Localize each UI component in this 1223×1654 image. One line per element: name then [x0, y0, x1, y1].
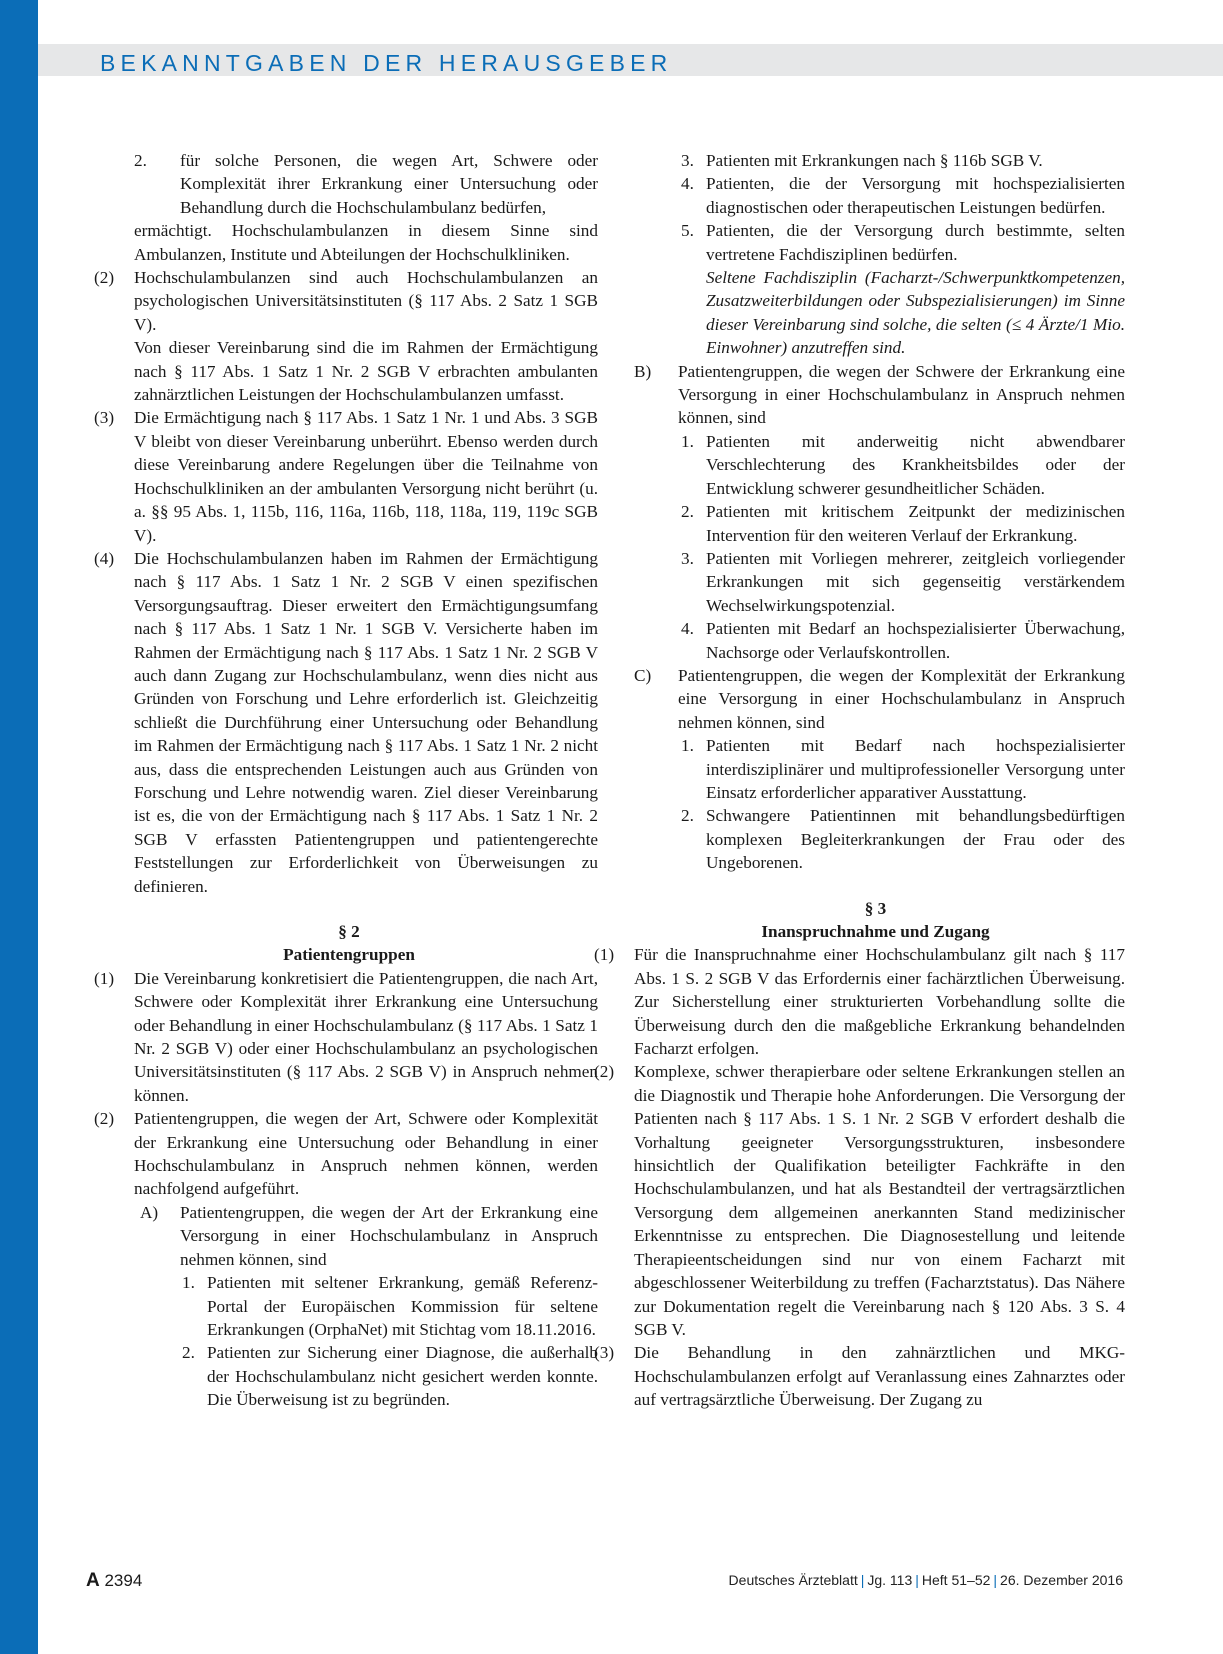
numbered-paragraph — [94, 547, 598, 898]
list-item — [626, 360, 1125, 430]
paragraph-marker: (1) — [94, 968, 115, 988]
list-item — [626, 430, 1125, 500]
item-marker: C) — [634, 665, 652, 685]
paragraph-marker: (4) — [94, 548, 115, 568]
numbered-paragraph — [94, 1107, 598, 1201]
item-marker: 1. — [182, 1273, 195, 1293]
section-title: Inanspruchnahme und Zugang — [761, 922, 990, 941]
item-marker: 2. — [134, 151, 147, 170]
numbered-paragraph — [594, 943, 1125, 1060]
numbered-paragraph — [94, 266, 598, 336]
item-marker: 2. — [681, 806, 694, 826]
item-marker: A) — [140, 1202, 159, 1222]
item-text: Patientengruppen, die wegen der Art der Erkrankung eine Versorgung in einer Hochschulambulanz in Anspruch nehmen können, sind — [180, 1202, 598, 1269]
paragraph-marker: (3) — [94, 408, 115, 428]
paragraph-marker: (2) — [94, 1109, 115, 1129]
paragraph: Von dieser Vereinbarung sind die im Rahmen der Ermächtigung nach § 117 Abs. 1 Satz 1 Nr. 2 SGB V erbrachten ambulanten zahnärztlichen Leistungen der Hochschulambulanzen umfasst. — [134, 338, 598, 405]
item-text: Patienten mit Vorliegen mehrerer, zeitgleich vorliegender Erkrankungen mit sich gegenseitig verstärkendem Wechselwirkungspotenzial. — [706, 548, 1125, 615]
journal-issue: Heft 51–52 — [921, 1572, 991, 1588]
list-item — [626, 172, 1125, 219]
paragraph: ermächtigt. Hochschulambulanzen in diesem Sinne sind Ambulanzen, Institute und Abteilungen der Hochschulkliniken. — [134, 221, 598, 264]
right-column — [594, 149, 1125, 1412]
item-marker: 4. — [681, 174, 694, 194]
item-text: Patienten, die der Versorgung durch bestimmte, selten vertretene Fachdisziplinen bedürfen. — [706, 221, 1125, 264]
page-number-value: 2394 — [104, 1571, 143, 1590]
page-header-title: BEKANNTGABEN DER HERAUSGEBER — [100, 50, 673, 76]
paragraph-marker: (3) — [594, 1343, 615, 1363]
list-item — [626, 804, 1125, 874]
item-marker: B) — [634, 361, 652, 381]
paragraph-text: Patientengruppen, die wegen der Art, Schwere oder Komplexität der Erkrankung eine Untersuchung oder Behandlung in einer Hochschulambulanz in Anspruch nehmen können, werden nachfolgend aufgeführt. — [134, 1109, 598, 1199]
list-item — [626, 149, 1125, 172]
item-text: für solche Personen, die wegen Art, Schwere oder Komplexität ihrer Erkrankung einer Untersuchung oder Behandlung durch die Hochschulambulanz bedürfen, — [180, 151, 598, 217]
paragraph-marker: (2) — [594, 1062, 615, 1082]
item-text: Patientengruppen, die wegen der Komplexität der Erkrankung eine Versorgung in einer Hochschulambulanz in Anspruch nehmen können, sind — [678, 665, 1125, 732]
item-marker: 5. — [681, 221, 694, 241]
item-marker: 2. — [182, 1343, 195, 1363]
item-text: Schwangere Patientinnen mit behandlungsbedürftigen komplexen Begleiterkrankungen der Frau oder des Ungeborenen. — [706, 806, 1125, 873]
paragraph-text: Die Behandlung in den zahnärztlichen und MKG-Hochschulambulanzen erfolgt auf Veranlassung eines Zahnarztes oder auf vertragsärztliche Überweisung. Der Zugang zu — [634, 1343, 1125, 1410]
item-text: Patienten mit Erkrankungen nach § 116b SGB V. — [706, 151, 1043, 170]
list-item — [100, 1201, 598, 1271]
item-text: Patienten mit seltener Erkrankung, gemäß Referenz-Portal der Europäischen Kommission für seltene Erkrankungen (OrphaNet) mit Stichtag vom 18.11.2016. — [207, 1273, 598, 1339]
item-text: Patienten mit kritischem Zeitpunkt der medizinischen Intervention für den weiteren Verlauf der Erkrankung. — [706, 502, 1125, 545]
paragraph-text: Die Vereinbarung konkretisiert die Patientengruppen, die nach Art, Schwere oder Komplexität ihrer Erkrankung eine Untersuchung oder Behandlung in einer Hochschulambulanz (§ 117 Abs. 1 Satz 1 Nr. 2 SGB V) oder einer Hochschulambulanz an psychologischen Universitätsinstituten (§ 117 Abs. 2 SGB V) in Anspruch nehmen können. — [134, 968, 598, 1105]
list-item — [626, 547, 1125, 617]
item-text: Patienten, die der Versorgung mit hochspezialisierten diagnostischen oder therapeutischen Leistungen bedürfen. — [706, 174, 1125, 217]
item-text: Patienten mit Bedarf nach hochspezialisierter interdisziplinärer und multiprofessioneller Versorgung unter Einsatz erforderlicher apparativer Ausstattung. — [706, 736, 1125, 802]
paragraph-text: Die Hochschulambulanzen haben im Rahmen der Ermächtigung nach § 117 Abs. 1 Satz 1 Nr. 2 SGB V einen spezifischen Versorgungsauftrag. Dieser erweitert den Ermächtigungsumfang nach § 117 Abs. 1 Satz 1 Nr. 1 SGB V. Versicherte haben im Rahmen der Ermächtigung nach § 117 Abs. 1 Satz 1 Nr. 2 SGB V auch dann Zugang zur Hochschulambulanz, wenn dies nicht aus Gründen von Forschung und Lehre erforderlich ist. Gleichzeitig schließt die Durchführung einer Untersuchung oder Behandlung im Rahmen der Ermächtigung nach § 117 Abs. 1 Satz 1 Nr. 2 nicht aus, dass die entsprechenden Leistungen auch aus Gründen von Forschung und Lehre notwendig waren. Ziel dieser Vereinbarung ist es, die von der Ermächtigung nach § 117 Abs. 1 Satz 1 Nr. 2 SGB V erfassten Patientengruppen und patientengerechte Feststellungen zur Erforderlichkeit von Überweisungen zu definieren. — [134, 548, 598, 896]
paragraph-marker: (1) — [594, 945, 615, 965]
numbered-paragraph — [94, 406, 598, 546]
item-marker: 4. — [681, 619, 694, 639]
numbered-paragraph — [94, 967, 598, 1107]
item-marker: 1. — [681, 736, 694, 756]
item-text: Patienten zur Sicherung einer Diagnose, die außerhalb der Hochschulambulanz nicht gesichert werden konnte. Die Überweisung ist zu begründen. — [207, 1343, 598, 1410]
paragraph-text: Komplexe, schwer therapierbare oder seltene Erkrankungen stellen an die Diagnostik und Therapie hohe Anforderungen. Die Versorgung der Patienten nach § 117 Abs. 1 S. 1 Nr. 2 SGB V erfordert deshalb die Vorhaltung geeigneter Versorgungsstrukturen, insbesondere hinsichtlich der Qualifikation beteiligter Fachkräfte in den Hochschulambulanzen, und hat als Bestandteil der vertragsärztlichen Versorgung dem allgemeinen anerkannten Stand medizinischer Erkenntnisse zu entsprechen. Die Diagnosestellung und leitende Therapieentscheidungen sind nur von einem Facharzt mit abgeschlossener Weiterbildung zu treffen (Facharztstatus). Das Nähere zur Dokumentation regelt die Vereinbarung nach § 120 Abs. 3 S. 4 SGB V. — [634, 1062, 1125, 1339]
list-item — [626, 617, 1125, 664]
paragraph-text: Hochschulambulanzen sind auch Hochschulambulanzen an psychologischen Universitätsinstituten (§ 117 Abs. 2 Satz 1 SGB V). — [134, 268, 598, 334]
section-number: § 3 — [864, 898, 887, 918]
journal-name: Deutsches Ärzteblatt — [728, 1572, 858, 1588]
item-text: Patienten mit Bedarf an hochspezialisierter Überwachung, Nachsorge oder Verlaufskontrollen. — [706, 619, 1125, 662]
numbered-paragraph — [594, 1060, 1125, 1341]
section-number: § 2 — [338, 922, 360, 941]
list-item — [626, 734, 1125, 804]
list-item — [100, 149, 598, 219]
item-text: Patienten mit anderweitig nicht abwendbarer Verschlechterung des Krankheitsbildes oder der Entwicklung schwerer gesundheitlicher Schäden. — [706, 431, 1125, 498]
item-marker: 3. — [681, 151, 694, 170]
item-marker: 1. — [681, 431, 694, 451]
item-text: Patientengruppen, die wegen der Schwere der Erkrankung eine Versorgung in einer Hochschulambulanz in Anspruch nehmen können, sind — [678, 361, 1125, 428]
list-item — [626, 500, 1125, 547]
list-item — [626, 219, 1125, 266]
paragraph-text: Für die Inanspruchnahme einer Hochschulambulanz gilt nach § 117 Abs. 1 S. 2 SGB V das Erfordernis einer fachärztlichen Überweisung. Zur Sicherstellung einer strukturierten Vorbehandlung sollte die Überweisung durch den die maßgebliche Erkrankung behandelnden Facharzt erfolgen. — [634, 945, 1125, 1059]
page-number — [86, 1570, 142, 1592]
item-marker: 3. — [681, 548, 694, 568]
side-color-bar — [0, 0, 38, 1654]
list-item — [100, 1271, 598, 1341]
list-item — [100, 1341, 598, 1411]
page-prefix: A — [86, 1570, 100, 1591]
paragraph-text: Die Ermächtigung nach § 117 Abs. 1 Satz 1 Nr. 1 und Abs. 3 SGB V bleibt von dieser Vereinbarung unberührt. Ebenso werden durch diese Vereinbarung andere Regelungen über die Teilnahme von Hochschulkliniken an der ambulanten Versorgung nicht berührt (u. a. §§ 95 Abs. 1, 115b, 116, 116a, 116b, 118, 118a, 119, 119c SGB V). — [134, 408, 598, 545]
list-item — [626, 664, 1125, 734]
section-title: Patientengruppen — [283, 945, 415, 965]
left-column — [94, 149, 598, 1412]
journal-volume: Jg. 113 — [867, 1572, 913, 1588]
journal-date: 26. Dezember 2016 — [1000, 1572, 1123, 1588]
journal-footer: Deutsches Ärzteblatt | Jg. 113 | Heft 51–52 | 26. Dezember 2016 — [728, 1572, 1123, 1588]
italic-note: Seltene Fachdisziplin (Facharzt-/Schwerpunktkompetenzen, Zusatzweiterbildungen oder Subspezialisierungen) im Sinne dieser Vereinbarung sind solche, die selten (≤ 4 Ärzte/1 Mio. Einwohner) anzutreffen sind. — [706, 268, 1125, 358]
item-marker: 2. — [681, 502, 694, 522]
numbered-paragraph — [594, 1341, 1125, 1411]
paragraph-marker: (2) — [94, 268, 115, 288]
